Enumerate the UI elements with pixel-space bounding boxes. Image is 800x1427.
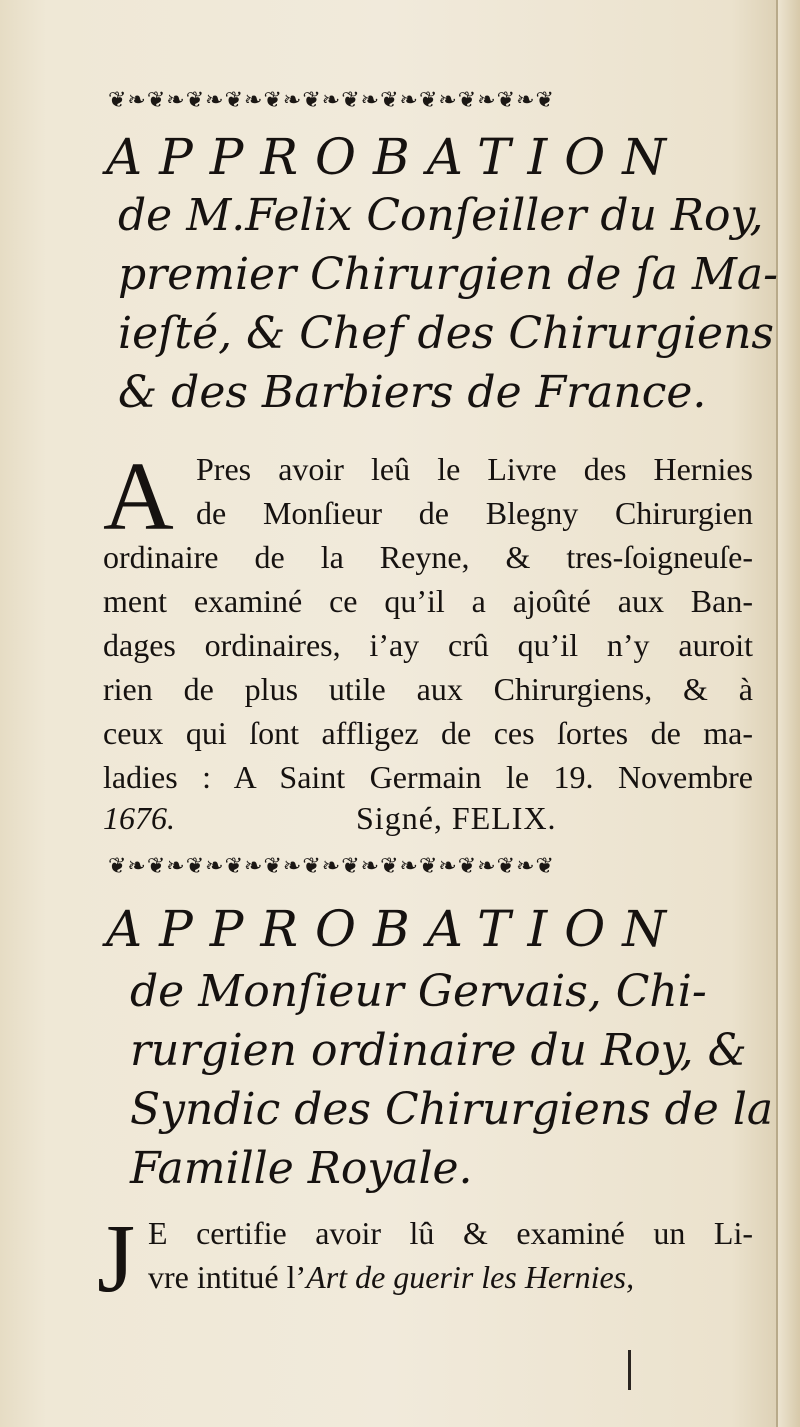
approbation-2-subtitle-line-2: rurgien ordinaire du Roy, & bbox=[130, 1025, 747, 1076]
approbation-1-body-line-2: de Monſieur de Blegny Chirurgien bbox=[196, 495, 753, 531]
approbation-1-subtitle-line-1: de M.Felix Conſeiller du Roy, bbox=[118, 190, 764, 241]
page-edge-shadow bbox=[778, 0, 800, 1427]
approbation-1-subtitle-line-4: & des Barbiers de France. bbox=[118, 367, 707, 418]
book-title-italic: Art de guerir les Hernies, bbox=[306, 1259, 635, 1295]
approbation-1-signature: Signé, FELIX. bbox=[356, 800, 557, 836]
approbation-1-body-line-3: ordinaire de la Reyne, & tres-ſoigneuſe- bbox=[103, 539, 753, 575]
drop-cap-a: A bbox=[103, 443, 174, 551]
approbation-2-subtitle-line-3: Syndic des Chirurgiens de la bbox=[130, 1084, 774, 1135]
approbation-2-body-line-2 bbox=[148, 1258, 753, 1296]
approbation-title-1: APPROBATION bbox=[106, 128, 683, 186]
ornament-border-top: ❦❧❦❧❦❧❦❧❦❧❦❧❦❧❦❧❦❧❦❧❦❧❦ bbox=[108, 88, 555, 113]
approbation-2-body-line-1: E certifie avoir lû & examiné un Li- bbox=[148, 1215, 753, 1251]
page-mark bbox=[628, 1350, 631, 1390]
approbation-1-subtitle-line-3: ieſté, & Chef des Chirurgiens bbox=[118, 308, 775, 359]
approbation-1-body-line-5: dages ordinaires, i’ay crû qu’il n’y auroit bbox=[103, 627, 753, 663]
approbation-2-subtitle-line-1: de Monſieur Gervais, Chi- bbox=[130, 966, 707, 1017]
approbation-1-body-line-7: ceux qui ſont affligez de ces ſortes de ma- bbox=[103, 715, 753, 751]
approbation-2-body-line-2-roman: vre intitué l’ bbox=[148, 1259, 307, 1295]
approbation-1-subtitle-line-2: premier Chirurgien de ſa Ma- bbox=[118, 249, 778, 300]
approbation-1-year: 1676. bbox=[103, 800, 175, 836]
ornament-border-middle: ❦❧❦❧❦❧❦❧❦❧❦❧❦❧❦❧❦❧❦❧❦❧❦ bbox=[108, 854, 555, 879]
approbation-2-subtitle-line-4: Famille Royale. bbox=[130, 1143, 473, 1194]
approbation-title-2: APPROBATION bbox=[106, 900, 683, 958]
approbation-1-body-line-6: rien de plus utile aux Chirurgiens, & à bbox=[103, 671, 753, 707]
drop-cap-j: J bbox=[97, 1205, 136, 1313]
approbation-1-body-line-4: ment examiné ce qu’il a ajoûté aux Ban- bbox=[103, 583, 753, 619]
approbation-1-body-line-1: Pres avoir leû le Livre des Hernies bbox=[196, 451, 753, 487]
approbation-1-body-line-8: ladies : A Saint Germain le 19. Novembre bbox=[103, 759, 753, 795]
